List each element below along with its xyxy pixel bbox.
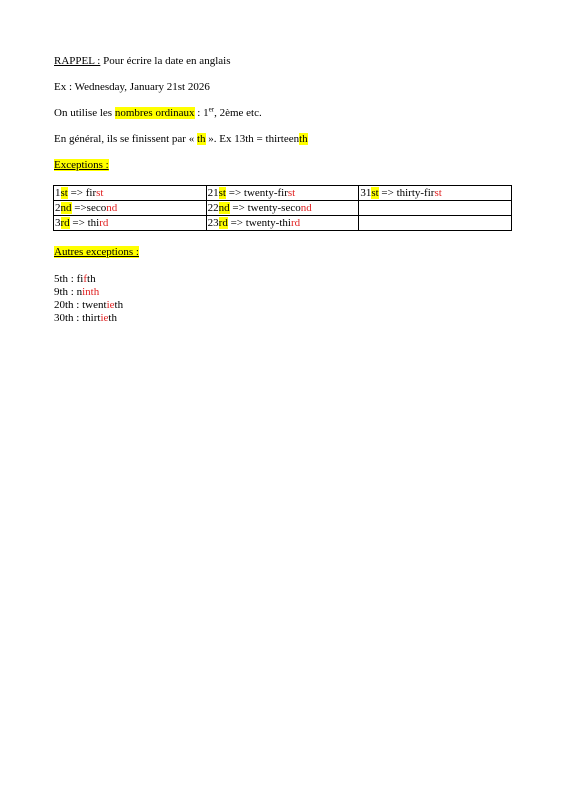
rappel-text: Pour écrire la date en anglais [100, 55, 231, 67]
list-item [54, 273, 123, 286]
table-cell [54, 186, 207, 201]
ordinals-line [54, 107, 262, 120]
cell-text: => thi [69, 216, 100, 229]
cell-suffix: nd [60, 201, 72, 214]
table-cell [54, 201, 207, 216]
cell-text: =>seco [71, 201, 107, 214]
exceptions-title [54, 159, 109, 172]
table-cell [206, 186, 359, 201]
list-item [54, 299, 123, 312]
general-th-highlight: th [196, 133, 206, 145]
cell-text: => thirty-fir [378, 186, 435, 199]
cell-suffix: st [218, 186, 226, 199]
exceptions-title-text: Exceptions : [54, 159, 109, 171]
cell-text: => twenty-fir [226, 186, 288, 199]
cell-ending: st [96, 186, 104, 199]
cell-ending: st [434, 186, 442, 199]
cell-number: 1 [55, 186, 61, 199]
table-cell [359, 186, 512, 201]
general-line [54, 133, 308, 146]
rappel-line [54, 55, 230, 68]
list-item [54, 286, 123, 299]
cell-ending: rd [99, 216, 109, 229]
item-text: 20th : twent [54, 299, 107, 311]
cell-number: 23 [207, 216, 219, 229]
cell-ending: rd [290, 216, 301, 229]
cell-suffix: rd [60, 216, 70, 229]
item-tail: th [87, 273, 96, 285]
cell-ending: nd [300, 201, 312, 214]
item-tail: th [108, 312, 117, 324]
example-line: Ex : Wednesday, January 21st 2026 [54, 81, 210, 93]
cell-number: 3 [55, 216, 61, 229]
cell-suffix: st [371, 186, 379, 199]
table-row [54, 216, 512, 231]
cell-suffix: nd [218, 201, 230, 214]
item-text: 30th : thirt [54, 312, 101, 324]
cell-text: => twenty-seco [229, 201, 301, 214]
autres-title-text: Autres exceptions : [54, 246, 139, 258]
general-th-highlight-2: th [299, 133, 308, 145]
table-cell [359, 216, 512, 231]
table-cell [206, 201, 359, 216]
item-red: inth [82, 286, 100, 298]
cell-text: => fir [67, 186, 97, 199]
cell-number: 31 [360, 186, 372, 199]
table-cell [359, 201, 512, 216]
autres-title [54, 246, 139, 259]
autres-list [54, 273, 123, 325]
ordinals-pre: On utilise les [54, 107, 115, 119]
cell-ending: nd [106, 201, 118, 214]
cell-suffix: st [60, 186, 68, 199]
ordinals-post2: , 2ème etc. [214, 107, 262, 119]
cell-number: 2 [55, 201, 61, 214]
item-text: 5th : fi [54, 273, 84, 285]
ordinals-post1: : 1 [194, 107, 209, 119]
exceptions-table [53, 185, 512, 231]
general-mid: ». Ex 13th = thirteen [205, 133, 300, 145]
table-row [54, 186, 512, 201]
item-tail: th [114, 299, 124, 311]
ordinals-highlight: nombres ordinaux [114, 107, 195, 119]
ordinals-sup: er [208, 105, 215, 114]
item-text: 9th : n [54, 286, 83, 298]
item-red: f [83, 273, 88, 285]
item-red: ie [106, 299, 115, 311]
cell-ending: st [287, 186, 296, 199]
cell-suffix: rd [218, 216, 228, 229]
general-pre: En général, ils se finissent par « [54, 133, 197, 145]
table-cell [206, 216, 359, 231]
cell-text: => twenty-thi [227, 216, 291, 229]
cell-number: 22 [207, 201, 219, 214]
table-cell [54, 216, 207, 231]
list-item [54, 312, 123, 325]
table-row [54, 201, 512, 216]
rappel-label: RAPPEL : [54, 55, 101, 67]
cell-number: 21 [207, 186, 219, 199]
item-red: ie [100, 312, 109, 324]
